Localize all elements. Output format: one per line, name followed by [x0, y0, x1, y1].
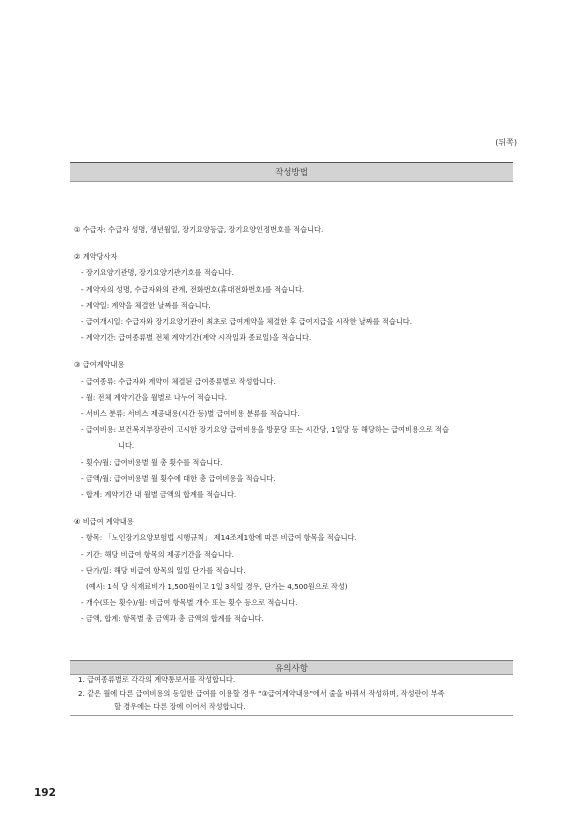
list-item: - 계약기간: 급여종류별 전체 계약기간(계약 시작일과 종료일)을 적습니다. [81, 333, 312, 343]
list-item: - 항목: 「노인장기요양보험법 시행규칙」 제14조제1항에 따른 비급여 항목을 적습니다. [81, 533, 357, 543]
section-title: ② 계약당사자 [74, 252, 118, 262]
section-title: ④ 비급여 계약내용 [74, 517, 134, 527]
list-item: - 장기요양기관명, 장기요양기관기호를 적습니다. [81, 268, 234, 278]
list-item: - 월: 전체 계약기간을 월별로 나누어 적습니다. [81, 392, 227, 402]
list-item: - 서비스 분류: 서비스 제공내용(시간 등)별 급여비용 분류를 적습니다. [81, 409, 300, 419]
note-item-continuation: 할 경우에는 다른 장에 이어서 작성합니다. [114, 702, 246, 711]
instructions-body [74, 222, 514, 639]
section-benefit-contract [74, 357, 514, 503]
list-item: - 계약자의 성명, 수급자와의 관계, 전화번호(휴대전화번호)를 적습니다. [81, 284, 305, 294]
note-item: 2. 같은 월에 다른 급여비용의 동일한 급여를 이용할 경우 "③급여계약내용"에서 줄을 바꿔서 작성하며, 작성란이 부족 [78, 688, 445, 698]
note-item: 1. 급여종류별로 각각의 계약통보서를 작성합니다. [78, 675, 236, 684]
list-item: - 기간: 해당 비급여 항목의 제공기간을 적습니다. [81, 549, 234, 559]
page-number: 192 [34, 787, 56, 799]
section-contract-parties [74, 249, 514, 346]
notes-box [70, 673, 513, 716]
list-item: - 급여비용: 보건복지부장관이 고시한 장기요양 급여비용을 방문당 또는 시간당, 1일당 등 해당하는 급여비용으로 적습 [81, 425, 449, 435]
section-title: ① 수급자: 수급자 성명, 생년월일, 장기요양등급, 장기요양인정번호를 적습니다. [74, 225, 324, 234]
page-side-label: (뒤쪽) [495, 138, 517, 147]
list-item: - 급여종류: 수급자와 계약이 체결된 급여종류별로 작성합니다. [81, 376, 276, 386]
section-beneficiary [74, 222, 514, 238]
example-note: (예시: 1식 당 식재료비가 1,500원이고 1일 3식일 경우, 단가는 4,500원으로 작성) [86, 582, 348, 592]
notes-title: 유의사항 [275, 663, 308, 674]
section-non-benefit-contract [74, 514, 514, 627]
instructions-header [70, 162, 513, 182]
list-item: - 계약일: 계약을 체결한 날짜를 적습니다. [81, 300, 211, 310]
list-item-continuation: 니다. [118, 441, 135, 451]
list-item: - 단가/일: 해당 비급여 항목의 일일 단가를 적습니다. [81, 565, 246, 575]
section-title: ③ 급여계약내용 [74, 360, 125, 370]
list-item: - 급여개시일: 수급자와 장기요양기관이 최초로 급여계약을 체결한 후 급여지급을 시작한 날짜를 적습니다. [81, 317, 412, 327]
list-item: - 합계: 계약기간 내 월별 금액의 합계를 적습니다. [81, 490, 237, 500]
list-item: - 금액/월: 급여비용별 월 횟수에 대한 총 급여비용을 적습니다. [81, 473, 276, 483]
instructions-title: 작성방법 [275, 168, 308, 178]
list-item: - 횟수/월: 급여비용별 월 총 횟수를 적습니다. [81, 457, 223, 467]
list-item: - 개수(또는 횟수)/월: 비급여 항목별 개수 또는 횟수 등으로 적습니다. [81, 598, 298, 608]
list-item: - 금액, 합계: 항목별 총 금액과 총 금액의 합계를 적습니다. [81, 614, 264, 624]
